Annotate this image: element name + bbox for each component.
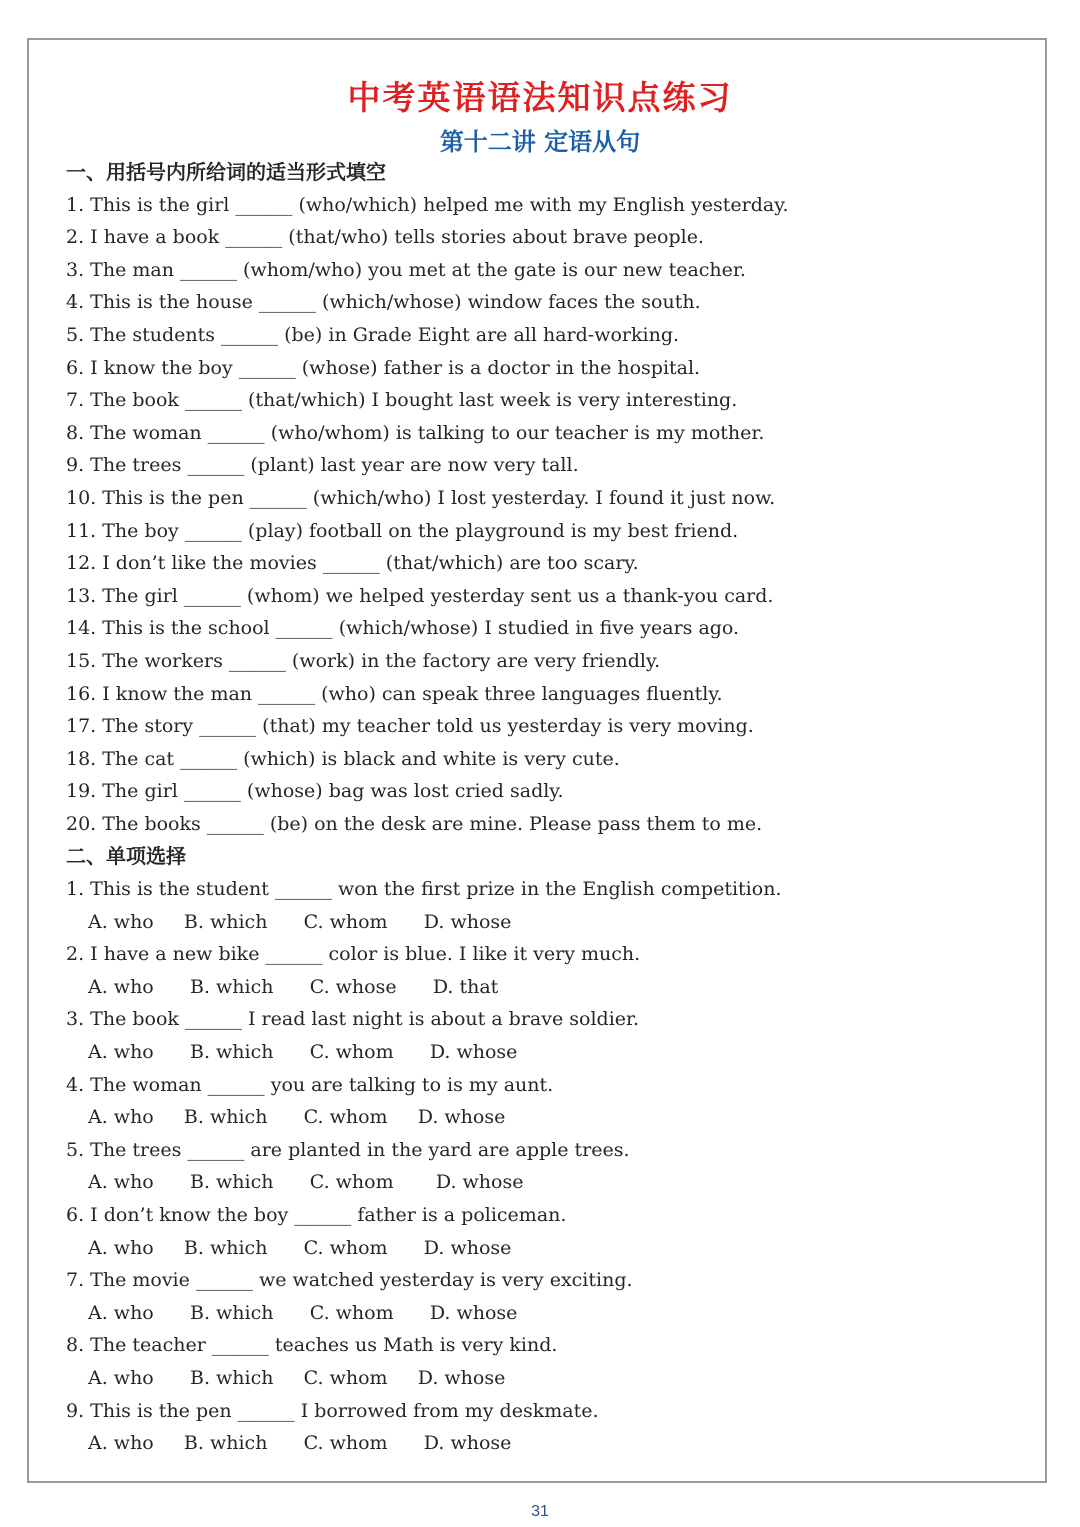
fill-item: 19. The girl ______ (whose) bag was lost cried sadly. [66,780,564,803]
mc-question: 1. This is the student ______ won the first prize in the English competition. [66,878,782,901]
fill-item: 4. This is the house ______ (which/whose) window faces the south. [66,291,701,314]
mc-question: 2. I have a new bike ______ color is blue. I like it very much. [66,943,641,966]
mc-question: 7. The movie ______ we watched yesterday is very exciting. [66,1269,633,1292]
fill-item: 12. I don’t like the movies ______ (that/which) are too scary. [66,552,639,575]
fill-item: 6. I know the boy ______ (whose) father is a doctor in the hospital. [66,356,701,379]
lesson-subtitle: 第十二讲 定语从句 [439,128,641,156]
fill-item: 1. This is the girl ______ (who/which) helped me with my English yesterday. [66,193,789,216]
mc-options: A. who B. which C. whom D. whose [88,1106,506,1129]
mc-options: A. who B. which C. whom D. whose [88,1366,506,1389]
section1-heading: 一、用括号内所给词的适当形式填空 [66,160,386,184]
mc-options: A. who B. which C. whom D. whose [88,910,512,933]
mc-options: A. who B. which C. whom D. whose [88,1301,518,1324]
fill-item: 15. The workers ______ (work) in the factory are very friendly. [66,649,661,672]
mc-question: 9. This is the pen ______ I borrowed from my deskmate. [66,1399,599,1422]
fill-item: 8. The woman ______ (who/whom) is talking to our teacher is my mother. [66,421,765,444]
fill-item: 17. The story ______ (that) my teacher told us yesterday is very moving. [66,715,754,738]
fill-item: 10. This is the pen ______ (which/who) I lost yesterday. I found it just now. [66,486,776,509]
section1-list [66,189,1026,841]
mc-question: 8. The teacher ______ teaches us Math is very kind. [66,1334,558,1357]
fill-item: 2. I have a book ______ (that/who) tells stories about brave people. [66,226,704,249]
fill-item: 16. I know the man ______ (who) can speak three languages fluently. [66,682,723,705]
fill-item: 13. The girl ______ (whom) we helped yesterday sent us a thank-you card. [66,584,774,607]
fill-item: 11. The boy ______ (play) football on the playground is my best friend. [66,519,739,542]
fill-item: 3. The man ______ (whom/who) you met at the gate is our new teacher. [66,258,746,281]
fill-item: 9. The trees ______ (plant) last year are now very tall. [66,454,579,477]
fill-item: 5. The students ______ (be) in Grade Eight are all hard-working. [66,323,680,346]
page-number: 31 [531,1503,549,1520]
mc-options: A. who B. which C. whom D. whose [88,1432,512,1455]
mc-question: 4. The woman ______ you are talking to is my aunt. [66,1073,554,1096]
fill-item: 18. The cat ______ (which) is black and white is very cute. [66,747,620,770]
page-title: 中考英语语法知识点练习 [347,78,733,117]
mc-options: A. who B. which C. whom D. whose [88,1041,518,1064]
mc-options: A. who B. which C. whom D. whose [88,1236,512,1259]
fill-item: 14. This is the school ______ (which/whose) I studied in five years ago. [66,617,740,640]
section2-heading: 二、单项选择 [66,844,186,869]
mc-options: A. who B. which C. whom D. whose [88,1171,524,1194]
section2-list [66,873,1026,1460]
fill-item: 20. The books ______ (be) on the desk are mine. Please pass them to me. [66,812,763,835]
mc-options: A. who B. which C. whose D. that [88,975,499,998]
worksheet-content [66,156,1026,1460]
fill-item: 7. The book ______ (that/which) I bought last week is very interesting. [66,389,738,412]
mc-question: 3. The book ______ I read last night is about a brave soldier. [66,1008,640,1031]
mc-question: 6. I don’t know the boy ______ father is a policeman. [66,1204,567,1226]
mc-question: 5. The trees ______ are planted in the yard are apple trees. [66,1138,630,1161]
